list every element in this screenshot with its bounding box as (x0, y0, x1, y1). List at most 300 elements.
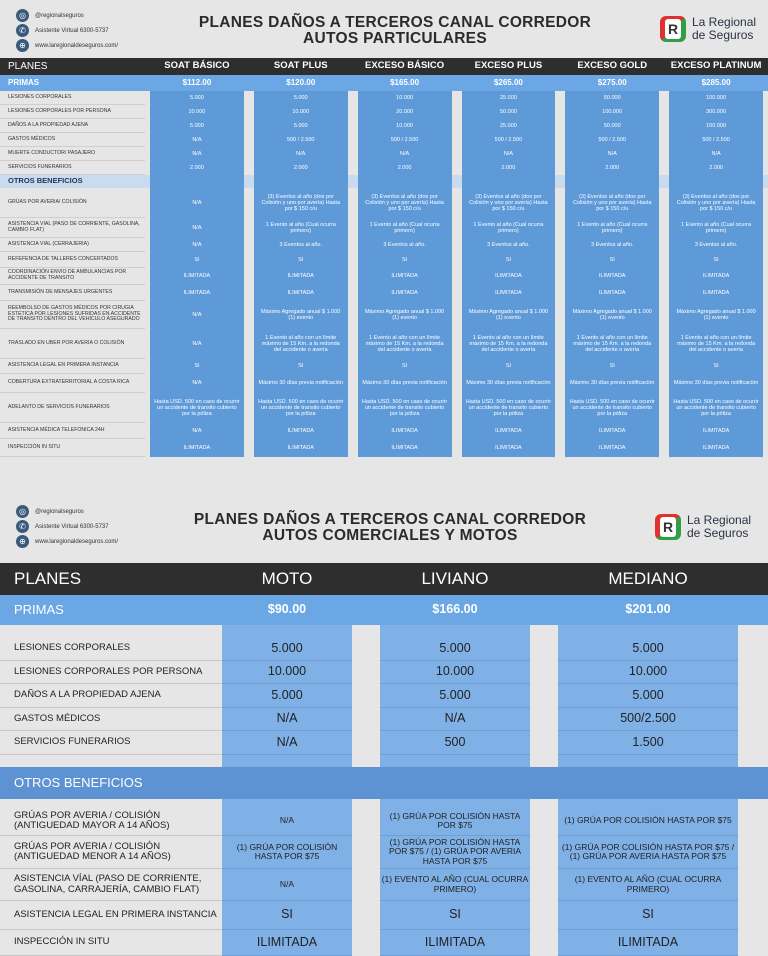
benefit-row (0, 393, 768, 423)
primas-row-cell: $201.00 (625, 602, 671, 617)
table-row-cell: N/A (380, 708, 530, 731)
benefit-row (0, 329, 768, 359)
table-header-cell: MOTO (261, 568, 313, 588)
table-row-cell: 100.000 (669, 119, 763, 133)
benefit-row-cell: ILIMITADA (358, 439, 452, 457)
benefit-row-label: ASISTENCIA LEGAL EN PRIMERA INSTANCIA (0, 901, 222, 930)
table-header-cell: SOAT PLUS (273, 60, 328, 72)
benefit-row-cell: SI (358, 359, 452, 374)
benefit-row-cell: 3 Eventos al año. (254, 238, 348, 252)
table-row-cell: 5.000 (150, 119, 244, 133)
primas-row-cell: $265.00 (493, 77, 523, 87)
table-row-label: LESIONES CORPORALES POR PERSONA (0, 105, 145, 119)
primas-row-cell: $90.00 (267, 602, 307, 617)
benefit-row-cell: Hasta USD. 500 en caso de ocurrir un accidente de transito cubierto por la póliza (358, 393, 452, 423)
otros-spacer (565, 175, 659, 188)
gap-cell (380, 799, 530, 807)
table-row-cell: 5.000 (222, 637, 352, 661)
table-row-cell: N/A (150, 133, 244, 147)
benefit-row-cell: ILIMITADA (462, 268, 556, 285)
benefit-row-cell: ILIMITADA (150, 268, 244, 285)
benefit-row-cell: Máximo Agregado anual $ 1.000 (1) evento (669, 301, 763, 329)
benefit-row-cell: Hasta USD. 500 en caso de ocurrir un accidente de transito cubierto por la póliza (462, 393, 556, 423)
otros-beneficios-label: OTROS BENEFICIOS (14, 774, 143, 790)
benefit-row-cell: N/A (150, 374, 244, 393)
benefit-row (0, 301, 768, 329)
otros-spacer (222, 767, 352, 799)
otros-beneficios-header (0, 175, 768, 188)
table-row (0, 119, 768, 133)
benefit-row-label: COBERTURA EXTRATERRITORIAL A COSTA RICA (0, 374, 145, 393)
benefit-row (0, 238, 768, 252)
benefit-row-cell: ILIMITADA (565, 285, 659, 301)
benefit-row-cell: 3 Eventos al año. (358, 238, 452, 252)
contact-whatsapp[interactable] (16, 519, 118, 534)
instagram-icon: ◎ (16, 505, 29, 518)
row-spacer (738, 563, 768, 595)
table-row-cell: 5.000 (254, 119, 348, 133)
benefit-row-cell: ILIMITADA (565, 423, 659, 439)
row-spacer (738, 625, 768, 637)
benefit-row-cell: N/A (222, 869, 352, 901)
gap-cell (558, 799, 738, 807)
table-header-cell: SOAT BÁSICO (164, 60, 230, 72)
benefit-row-cell: ILIMITADA (254, 423, 348, 439)
benefit-row-label: ASISTENCIA MÉDICA TELEFONICA 24H (0, 423, 145, 439)
benefit-row-cell: SI (254, 252, 348, 268)
table-row (0, 637, 768, 661)
benefit-row (0, 268, 768, 285)
row-spacer (738, 755, 768, 767)
benefit-row-cell: SI (150, 252, 244, 268)
row-gap (0, 755, 768, 767)
contact-list-2 (16, 504, 118, 549)
contact-instagram[interactable] (16, 504, 118, 519)
primas-row-label: PRIMAS (14, 601, 64, 617)
benefit-row-cell: ILIMITADA (558, 930, 738, 956)
company-logo (660, 16, 756, 42)
table-row-cell: 300.000 (669, 105, 763, 119)
benefit-row-cell: ILIMITADA (150, 439, 244, 457)
benefit-row-cell: N/A (150, 238, 244, 252)
benefit-row-cell: N/A (150, 301, 244, 329)
logo-line-1: La Regional (687, 513, 752, 528)
benefit-row-cell: SI (380, 901, 530, 930)
benefit-row-cell: SI (565, 359, 659, 374)
benefit-row-cell: Máximo 30 días previa notificación (565, 374, 659, 393)
table-row-cell: 25.000 (462, 119, 556, 133)
globe-icon: ⊕ (16, 535, 29, 548)
benefit-row-cell: 1 Evento al año con un límite máximo de 15 Km. a la redonda del accidente o avería (462, 329, 556, 359)
title-line-2: AUTOS COMERCIALES Y MOTOS (262, 527, 518, 545)
primas-row-cell: $285.00 (701, 77, 731, 87)
contact-instagram[interactable] (16, 8, 118, 23)
primas-row-cell: $120.00 (286, 77, 316, 87)
instagram-handle: @regionalseguros (35, 12, 84, 19)
gap-cell (380, 625, 530, 637)
benefit-row-cell: ILIMITADA (254, 285, 348, 301)
benefit-row (0, 423, 768, 439)
benefit-row-cell: SI (222, 901, 352, 930)
benefit-row-cell: (1) GRÚA POR COLISIÓN HASTA POR $75 (222, 836, 352, 869)
otros-beneficios-label: OTROS BENEFICIOS (8, 176, 83, 186)
table-row (0, 133, 768, 147)
row-spacer (738, 901, 768, 930)
benefit-row-cell: Máximo Agregado anual $ 1.000 (1) evento (462, 301, 556, 329)
benefit-row-cell: (1) GRÚA POR COLISIÓN HASTA POR $75 (558, 807, 738, 836)
plans-table-particulares (0, 58, 768, 457)
row-spacer (738, 595, 768, 625)
benefit-row-cell: ILIMITADA (669, 439, 763, 457)
benefit-row-cell: SI (669, 252, 763, 268)
gap-cell (222, 755, 352, 767)
table-row-cell: 500 / 2.500 (565, 133, 659, 147)
table-header-cell: MEDIANO (608, 568, 688, 588)
logo-icon (660, 16, 686, 42)
table-row (0, 91, 768, 105)
benefit-row (0, 439, 768, 457)
benefit-row-cell: SI (462, 359, 556, 374)
benefit-row-label: GRÚAS POR AVERIA/ COLISIÓN (0, 188, 145, 218)
row-spacer (738, 807, 768, 836)
table-row-cell: 5.000 (254, 91, 348, 105)
primas-row-label: PRIMAS (8, 77, 40, 87)
title-line-1: PLANES DAÑOS A TERCEROS CANAL CORREDOR (193, 511, 587, 528)
benefit-row-cell: ILIMITADA (565, 268, 659, 285)
table-row-cell: 10.000 (358, 119, 452, 133)
instagram-handle: @regionalseguros (35, 508, 84, 515)
row-spacer (738, 836, 768, 869)
benefit-row (0, 359, 768, 374)
whatsapp-icon: ✆ (16, 24, 29, 37)
benefit-row-cell: 3 Eventos al año. (669, 238, 763, 252)
benefit-row-cell: Hasta USD. 500 en caso de ocurrir un accidente de transito cubierto por la póliza (565, 393, 659, 423)
section-autos-comerciales (0, 490, 768, 954)
table-row-cell: 5.000 (222, 684, 352, 708)
benefit-row-cell: ILIMITADA (669, 285, 763, 301)
table-row (0, 684, 768, 708)
whatsapp-label: Asistente Virtual 6300-5737 (35, 27, 109, 34)
benefit-row-cell: N/A (222, 807, 352, 836)
table-row-cell: N/A (254, 147, 348, 161)
web-link: www.laregionaldeseguros.com/ (35, 42, 119, 49)
table-row-label: GASTOS MÉDICOS (0, 133, 145, 147)
table-row-cell: N/A (150, 147, 244, 161)
benefit-row-cell: SI (150, 359, 244, 374)
table-row-cell: 500 / 2.500 (358, 133, 452, 147)
table-row-cell: N/A (669, 147, 763, 161)
benefit-row-label: GRÚAS POR AVERIA / COLISIÓN (ANTIGUEDAD MAYOR A 14 AÑOS) (0, 807, 222, 836)
benefit-row (0, 188, 768, 218)
otros-spacer (738, 767, 768, 799)
benefit-row-cell: Hasta USD. 500 en caso de ocurrir un accidente de transito cubierto por la póliza (150, 393, 244, 423)
otros-spacer (462, 175, 556, 188)
benefit-row (0, 252, 768, 268)
table-header-cell: EXCESO PLATINUM (670, 60, 762, 72)
benefit-row-cell: SI (565, 252, 659, 268)
table-row-cell: 5.000 (558, 684, 738, 708)
benefit-row (0, 930, 768, 956)
benefit-row-label: ASISTENCIA LEGAL EN PRIMERA INSTANCIA (0, 359, 145, 374)
benefit-row-cell: 1 Evento al año (Cual ocurra primero) (669, 218, 763, 238)
table-header-cell: EXCESO PLUS (474, 60, 543, 72)
benefit-row-cell: ILIMITADA (358, 423, 452, 439)
table-row-label: DAÑOS A LA PROPIEDAD AJENA (0, 684, 222, 708)
table-row-cell: 100.000 (669, 91, 763, 105)
row-spacer (738, 637, 768, 661)
primas-row-cell: $165.00 (390, 77, 420, 87)
benefit-row-cell: (1) EVENTO AL AÑO (CUAL OCURRA PRIMERO) (380, 869, 530, 901)
benefit-row-cell: (3) Eventos al año (dos por Colisión y uno por avería) Hasta por $ 150 c/u (565, 188, 659, 218)
contact-whatsapp[interactable] (16, 23, 118, 38)
benefit-row-label: TRASLADO EN UBER POR AVERIA O COLISIÓN (0, 329, 145, 359)
page-title (175, 15, 615, 48)
row-gap (0, 799, 768, 807)
table-row-label: MUERTE CONDUCTOR/ PASAJERO (0, 147, 145, 161)
benefit-row-cell: N/A (150, 188, 244, 218)
table-header-label: PLANES (8, 61, 48, 72)
primas-row-cell: $275.00 (597, 77, 627, 87)
benefit-row-cell: 3 Eventos al año. (565, 238, 659, 252)
table-row-cell: 500 / 2.500 (254, 133, 348, 147)
row-spacer (738, 799, 768, 807)
gap-cell (558, 625, 738, 637)
row-spacer (738, 661, 768, 684)
table-row-cell: 10.000 (254, 105, 348, 119)
benefit-row-cell: Máximo Agregado anual $ 1.000 (1) evento (358, 301, 452, 329)
company-logo-2 (655, 514, 751, 540)
benefit-row-label: INSPECCIÓN IN SITU (0, 439, 145, 457)
table-row-cell: N/A (358, 147, 452, 161)
title-line-1: PLANES DAÑOS A TERCEROS CANAL CORREDOR (198, 14, 592, 31)
benefit-row-cell: ILIMITADA (669, 268, 763, 285)
benefit-row-cell: ILIMITADA (565, 439, 659, 457)
benefit-row-cell: ILIMITADA (150, 285, 244, 301)
otros-spacer (254, 175, 348, 188)
table-row-cell: 2.000 (565, 161, 659, 175)
table-row (0, 708, 768, 731)
table-row (0, 731, 768, 755)
table-row (0, 661, 768, 684)
benefit-row-cell: Máximo 30 días previa notificación (358, 374, 452, 393)
row-spacer (738, 684, 768, 708)
table-row-cell: N/A (222, 708, 352, 731)
logo-line-2: de Seguros (692, 28, 754, 42)
benefit-row-cell: ILIMITADA (380, 930, 530, 956)
table-row-cell: 2.000 (150, 161, 244, 175)
table-row-cell: 10.000 (150, 105, 244, 119)
benefit-row-cell: (3) Eventos al año (dos por Colisión y uno por avería) Hasta por $ 150 c/u (358, 188, 452, 218)
benefit-row-cell: ILIMITADA (462, 285, 556, 301)
benefit-row-label: ASISTENCIA VÍAL (PASO DE CORRIENTE, GASOLINA, CARRAJERÍA, CAMBIO FLAT) (0, 869, 222, 901)
instagram-icon: ◎ (16, 9, 29, 22)
benefit-row-cell: Máximo Agregado anual $ 1.000 (1) evento (565, 301, 659, 329)
logo-line-2: de Seguros (687, 526, 749, 540)
table-row-cell: 50.000 (565, 119, 659, 133)
table-header (0, 58, 768, 75)
benefit-row-cell: 1 Evento al año con un límite máximo de 15 Km. a la redonda del accidente o avería (358, 329, 452, 359)
benefit-row-cell: SI (254, 359, 348, 374)
table-row-cell: 2.000 (358, 161, 452, 175)
benefit-row-cell: ILIMITADA (254, 268, 348, 285)
benefit-row (0, 807, 768, 836)
benefit-row (0, 218, 768, 238)
contact-web[interactable] (16, 534, 118, 549)
gap-cell (380, 755, 530, 767)
benefit-row-cell: (3) Eventos al año (dos por Colisión y uno por avería) Hasta por $ 150 c/u (462, 188, 556, 218)
row-spacer (738, 869, 768, 901)
row-spacer (738, 930, 768, 956)
row-spacer (738, 731, 768, 755)
benefit-row-label: ADELANTO DE SERVICIOS FUNERARIOS (0, 393, 145, 423)
benefit-row-cell: (3) Eventos al año (dos por Colisión y uno por avería) Hasta por $ 150 c/u (254, 188, 348, 218)
table-header-label: PLANES (14, 568, 82, 588)
table-header-cell: EXCESO BÁSICO (364, 60, 445, 72)
benefit-row-cell: 1 Evento al año con un límite máximo de 15 Km. a la redonda del accidente o avería (565, 329, 659, 359)
benefit-row-cell: ILIMITADA (462, 439, 556, 457)
benefit-row-cell: SI (358, 252, 452, 268)
benefit-row-label: ASISTENCIA VIAL (PASO DE CORRIENTE, GASOLINA, CAMBIO FLAT) (0, 218, 145, 238)
benefit-row (0, 836, 768, 869)
title-line-2: AUTOS PARTICULARES (303, 30, 487, 48)
benefit-row-label: ASISTENCIA VIAL (CERRAJERIA) (0, 238, 145, 252)
benefit-row-label: COORDINACIÓN ENVIO DE AMBULANCIAS POR ACCIDENTE DE TRANSITO (0, 268, 145, 285)
table-row-cell: 1.500 (558, 731, 738, 755)
benefit-row (0, 374, 768, 393)
gap-label (0, 755, 222, 767)
web-link: www.laregionaldeseguros.com/ (35, 538, 119, 545)
benefit-row-cell: 1 Evento al año con un límite máximo de 15 Km. a la redonda del accidente o avería (254, 329, 348, 359)
benefit-row-cell: 1 Evento al año (Cual ocurra primero) (565, 218, 659, 238)
contact-web[interactable] (16, 38, 118, 53)
logo-line-1: La Regional (692, 15, 757, 30)
whatsapp-icon: ✆ (16, 520, 29, 533)
benefit-row-cell: (1) GRÚA POR COLISIÓN HASTA POR $75 / (1) GRÚA POR AVERIA HASTA POR $75 (380, 836, 530, 869)
table-row-cell: 50.000 (565, 91, 659, 105)
table-row-cell: 100.000 (565, 105, 659, 119)
benefit-row-label: REFEFENCIA DE TALLERES CONCERTADOS (0, 252, 145, 268)
benefit-row-cell: Hasta USD. 500 en caso de ocurrir un accidente de transito cubierto por la póliza (254, 393, 348, 423)
row-spacer (738, 708, 768, 731)
table-row (0, 161, 768, 175)
benefit-row-cell: ILIMITADA (358, 285, 452, 301)
benefit-row-cell: Máximo 30 días previa notificación (254, 374, 348, 393)
table-row-cell: 10.000 (558, 661, 738, 684)
table-row-cell: 10.000 (222, 661, 352, 684)
benefit-row-cell: (1) GRÚA POR COLISIÓN HASTA POR $75 / (1) GRÚA POR AVERIA HASTA POR $75 (558, 836, 738, 869)
table-row-cell: 500 (380, 731, 530, 755)
benefit-row (0, 901, 768, 930)
primas-row-cell: $166.00 (432, 602, 478, 617)
benefit-row-cell: N/A (150, 423, 244, 439)
benefit-row-cell: ILIMITADA (222, 930, 352, 956)
benefit-row-label: REEMBOLSO DE GASTOS MÉDICOS POR CIRUGIA ESTETICA POR LESIONES SUFRIDAS EN ACCIDENTE DE TRANSITO DENTRO DEL VEHICULO ASEGURADO (0, 301, 145, 329)
benefit-row-cell: 3 Eventos al año. (462, 238, 556, 252)
benefit-row (0, 869, 768, 901)
plans-table-comerciales (0, 563, 768, 956)
table-row-label: GASTOS MÉDICOS (0, 708, 222, 731)
benefit-row-cell: 1 Evento al año (Cual ocurra primero) (462, 218, 556, 238)
table-row-cell: 5.000 (380, 637, 530, 661)
table-row-cell: 10.000 (380, 661, 530, 684)
benefit-row-cell: 1 Evento al año (Cual ocurra primero) (254, 218, 348, 238)
benefit-row-cell: 1 Evento al año con un límite máximo de 15 Km. a la redonda del accidente o avería (669, 329, 763, 359)
table-row-cell: 20.000 (358, 105, 452, 119)
table-row-cell: 5.000 (150, 91, 244, 105)
benefit-row-label: TRANSMISIÓN DE MENSAJES URGENTES (0, 285, 145, 301)
table-header (0, 563, 768, 595)
globe-icon: ⊕ (16, 39, 29, 52)
row-gap (0, 625, 768, 637)
table-row-label: LESIONES CORPORALES (0, 637, 222, 661)
table-row-cell: N/A (462, 147, 556, 161)
table-row (0, 147, 768, 161)
table-row-label: SERVICIOS FUNERARIOS (0, 161, 145, 175)
page-title-2 (160, 512, 620, 545)
table-header-cell: LIVIANO (421, 568, 489, 588)
table-row-label: DAÑOS A LA PROPIEDAD AJENA (0, 119, 145, 133)
table-row-cell: 25.000 (462, 91, 556, 105)
benefit-row-cell: (3) Eventos al año (dos por Colisión y uno por avería) Hasta por $ 150 c/u (669, 188, 763, 218)
table-row-cell: N/A (222, 731, 352, 755)
gap-label (0, 625, 222, 637)
benefit-row-cell: SI (669, 359, 763, 374)
primas-row (0, 75, 768, 91)
table-row-cell: 500/2.500 (558, 708, 738, 731)
benefit-row-cell: SI (558, 901, 738, 930)
otros-spacer (150, 175, 244, 188)
otros-spacer (358, 175, 452, 188)
table-row-label: LESIONES CORPORALES POR PERSONA (0, 661, 222, 684)
table-row-cell: 500 / 2.500 (462, 133, 556, 147)
contact-list (16, 8, 118, 53)
otros-spacer (352, 767, 530, 799)
primas-row-cell: $112.00 (182, 77, 212, 87)
benefit-row-cell: Máximo 30 días previa notificación (462, 374, 556, 393)
table-header-cell: EXCESO GOLD (577, 60, 648, 72)
benefit-row-cell: ILIMITADA (254, 439, 348, 457)
benefit-row-cell: ILIMITADA (669, 423, 763, 439)
benefit-row-label: INSPECCIÓN IN SITU (0, 930, 222, 956)
otros-spacer (530, 767, 738, 799)
whatsapp-label: Asistente Virtual 6300-5737 (35, 523, 109, 530)
primas-row (0, 595, 768, 625)
table-row-cell: 500 / 2.500 (669, 133, 763, 147)
benefit-row-cell: (1) EVENTO AL AÑO (CUAL OCURRA PRIMERO) (558, 869, 738, 901)
table-row-cell: N/A (565, 147, 659, 161)
benefit-row-cell: ILIMITADA (462, 423, 556, 439)
table-row-label: LESIONES CORPORALES (0, 91, 145, 105)
benefit-row-cell: Máximo Agregado anual $ 1.000 (1) evento (254, 301, 348, 329)
table-row-cell: 10.000 (358, 91, 452, 105)
table-row-label: SERVICIOS FUNERARIOS (0, 731, 222, 755)
benefit-row-label: GRÚAS POR AVERIA / COLISIÓN (ANTIGUEDAD MENOR A 14 AÑOS) (0, 836, 222, 869)
table-row-cell: 5.000 (380, 684, 530, 708)
benefit-row-cell: Máximo 30 días previa notificación (669, 374, 763, 393)
benefit-row-cell: Hasta USD. 500 en caso de ocurrir un accidente de transito cubierto por la póliza (669, 393, 763, 423)
table-row-cell: 50.000 (462, 105, 556, 119)
gap-cell (558, 755, 738, 767)
table-row (0, 105, 768, 119)
table-row-cell: 2.000 (669, 161, 763, 175)
otros-beneficios-header (0, 767, 768, 799)
otros-spacer (669, 175, 763, 188)
table-row-cell: 2.000 (254, 161, 348, 175)
benefit-row-cell: N/A (150, 329, 244, 359)
benefit-row-cell: SI (462, 252, 556, 268)
logo-icon (655, 514, 681, 540)
table-row-cell: 2.000 (462, 161, 556, 175)
